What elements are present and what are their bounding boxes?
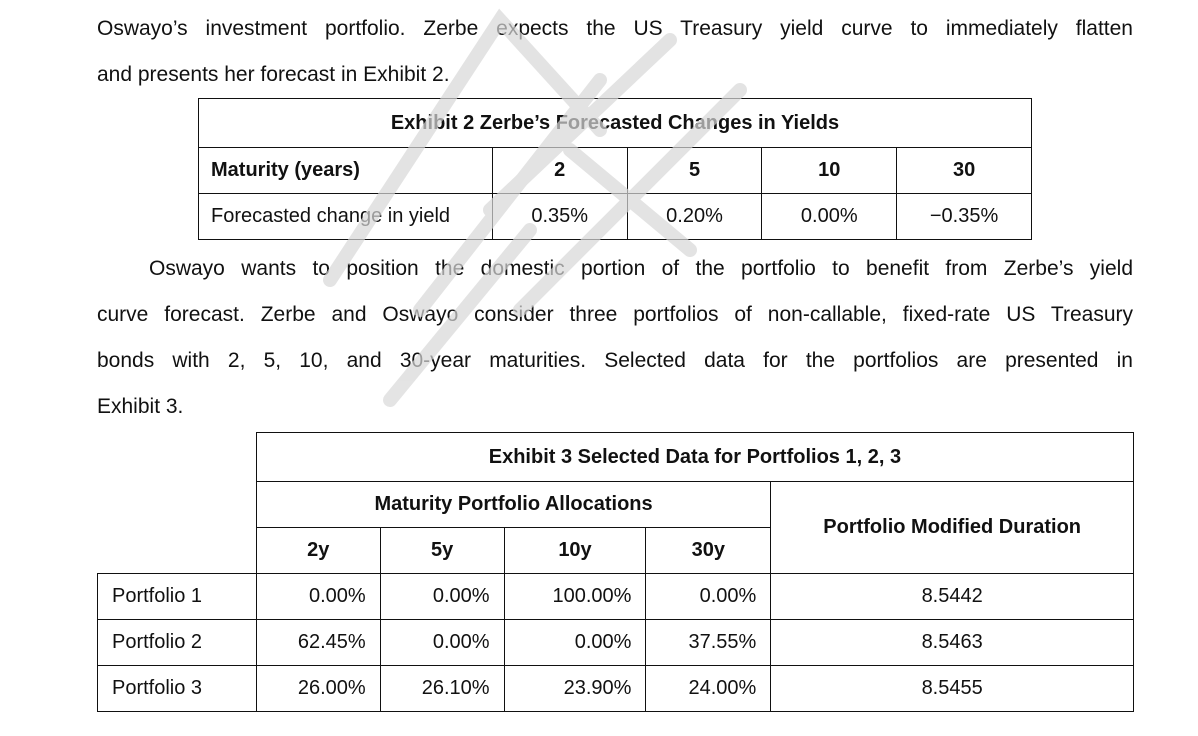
allocations-header: Maturity Portfolio Allocations [256,482,770,528]
yield-change-cell: 0.35% [492,194,627,240]
table-row [98,574,1134,620]
portfolio-label: Portfolio 2 [98,620,257,666]
forecast-row-label: Forecasted change in yield [199,194,493,240]
allocation-cell: 100.00% [504,574,646,620]
text-line: curve forecast. Zerbe and Oswayo consider three portfolios of non-callable, fixed-rate US Treasury [97,303,1133,326]
maturity-cell: 2 [492,148,627,194]
blank-corner [98,528,257,574]
allocation-cell: 23.90% [504,666,646,712]
duration-cell: 8.5463 [771,620,1134,666]
duration-cell: 8.5455 [771,666,1134,712]
allocation-cell: 37.55% [646,620,771,666]
maturity-cell: 30 [897,148,1032,194]
maturity-header: Maturity (years) [199,148,493,194]
allocation-cell: 0.00% [646,574,771,620]
text-line: Oswayo’s investment portfolio. Zerbe expects the US Treasury yield curve to immediately flatten [97,17,1133,40]
text-line: bonds with 2, 5, 10, and 30-year maturities. Selected data for the portfolios are presented in [97,349,1133,372]
allocation-cell: 0.00% [380,574,504,620]
allocation-cell: 26.00% [256,666,380,712]
exhibit-3-caption: Exhibit 3 Selected Data for Portfolios 1, 2, 3 [256,433,1133,482]
text-line: and presents her forecast in Exhibit 2. [97,63,450,86]
table-row [98,620,1134,666]
table-row [98,666,1134,712]
exhibit-3-table [97,432,1134,712]
maturity-column-header: 5y [380,528,504,574]
portfolio-label: Portfolio 1 [98,574,257,620]
yield-change-cell: 0.00% [762,194,897,240]
duration-header: Portfolio Modified Duration [771,482,1134,574]
paragraph-intro [97,6,1133,98]
table-row [199,148,1032,194]
allocation-cell: 62.45% [256,620,380,666]
maturity-cell: 5 [627,148,762,194]
maturity-column-header: 10y [504,528,646,574]
blank-corner [98,482,257,528]
maturity-column-header: 2y [256,528,380,574]
table-row [199,194,1032,240]
yield-change-cell: −0.35% [897,194,1032,240]
text-line: Exhibit 3. [97,395,184,418]
maturity-column-header: 30y [646,528,771,574]
paragraph-portfolios [97,246,1133,430]
yield-change-cell: 0.20% [627,194,762,240]
allocation-cell: 26.10% [380,666,504,712]
duration-cell: 8.5442 [771,574,1134,620]
text-line: Oswayo wants to position the domestic portion of the portfolio to benefit from Zerbe’s yield [149,257,1133,280]
maturity-cell: 10 [762,148,897,194]
allocation-cell: 24.00% [646,666,771,712]
allocation-cell: 0.00% [256,574,380,620]
exhibit-2-table [198,98,1032,240]
portfolio-label: Portfolio 3 [98,666,257,712]
exhibit-2-caption: Exhibit 2 Zerbe’s Forecasted Changes in Yields [199,99,1032,148]
allocation-cell: 0.00% [504,620,646,666]
blank-corner [98,433,257,482]
allocation-cell: 0.00% [380,620,504,666]
